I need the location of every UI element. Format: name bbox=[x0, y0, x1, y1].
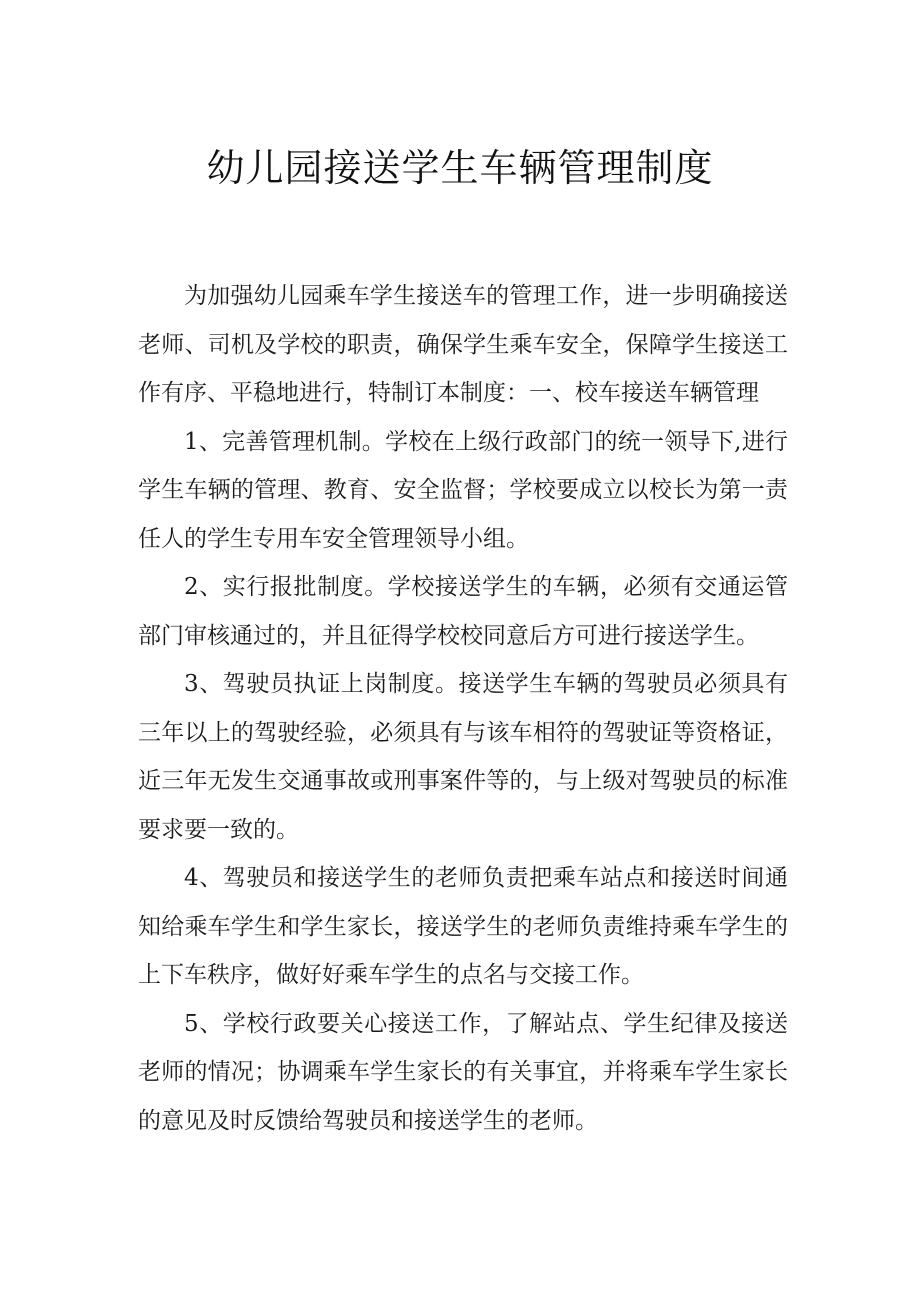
paragraph-item-1: 1、完善管理机制。学校在上级行政部门的统一领导下,进行学生车辆的管理、教育、安全监督；学校要成立以校长为第一责任人的学生专用车安全管理领导小组。 bbox=[138, 428, 788, 552]
document-body bbox=[138, 272, 788, 1145]
document-title: 幼儿园接送学生车辆管理制度 bbox=[206, 146, 714, 190]
paragraph-item-4: 4、驾驶员和接送学生的老师负责把乘车站点和接送时间通知给乘车学生和学生家长，接送学生的老师负责维持乘车学生的上下车秩序，做好好乘车学生的点名与交接工作。 bbox=[138, 865, 788, 988]
paragraph-item-2: 2、实行报批制度。学校接送学生的车辆，必须有交通运管部门审核通过的，并且征得学校校同意后方可进行接送学生。 bbox=[138, 574, 788, 649]
paragraph-item-5: 5、学校行政要关心接送工作，了解站点、学生纪律及接送老师的情况；协调乘车学生家长的有关事宜，并将乘车学生家长的意见及时反馈给驾驶员和接送学生的老师。 bbox=[138, 1010, 788, 1134]
paragraph-intro: 为加强幼儿园乘车学生接送车的管理工作，进一步明确接送老师、司机及学校的职责，确保学生乘车安全，保障学生接送工作有序、平稳地进行，特制订本制度：一、校车接送车辆管理 bbox=[138, 283, 788, 406]
paragraph-item-3: 3、驾驶员执证上岗制度。接送学生车辆的驾驶员必须具有三年以上的驾驶经验，必须具有与该车相符的驾驶证等资格证，近三年无发生交通事故或刑事案件等的，与上级对驾驶员的标准要求要一致的。 bbox=[138, 671, 788, 843]
